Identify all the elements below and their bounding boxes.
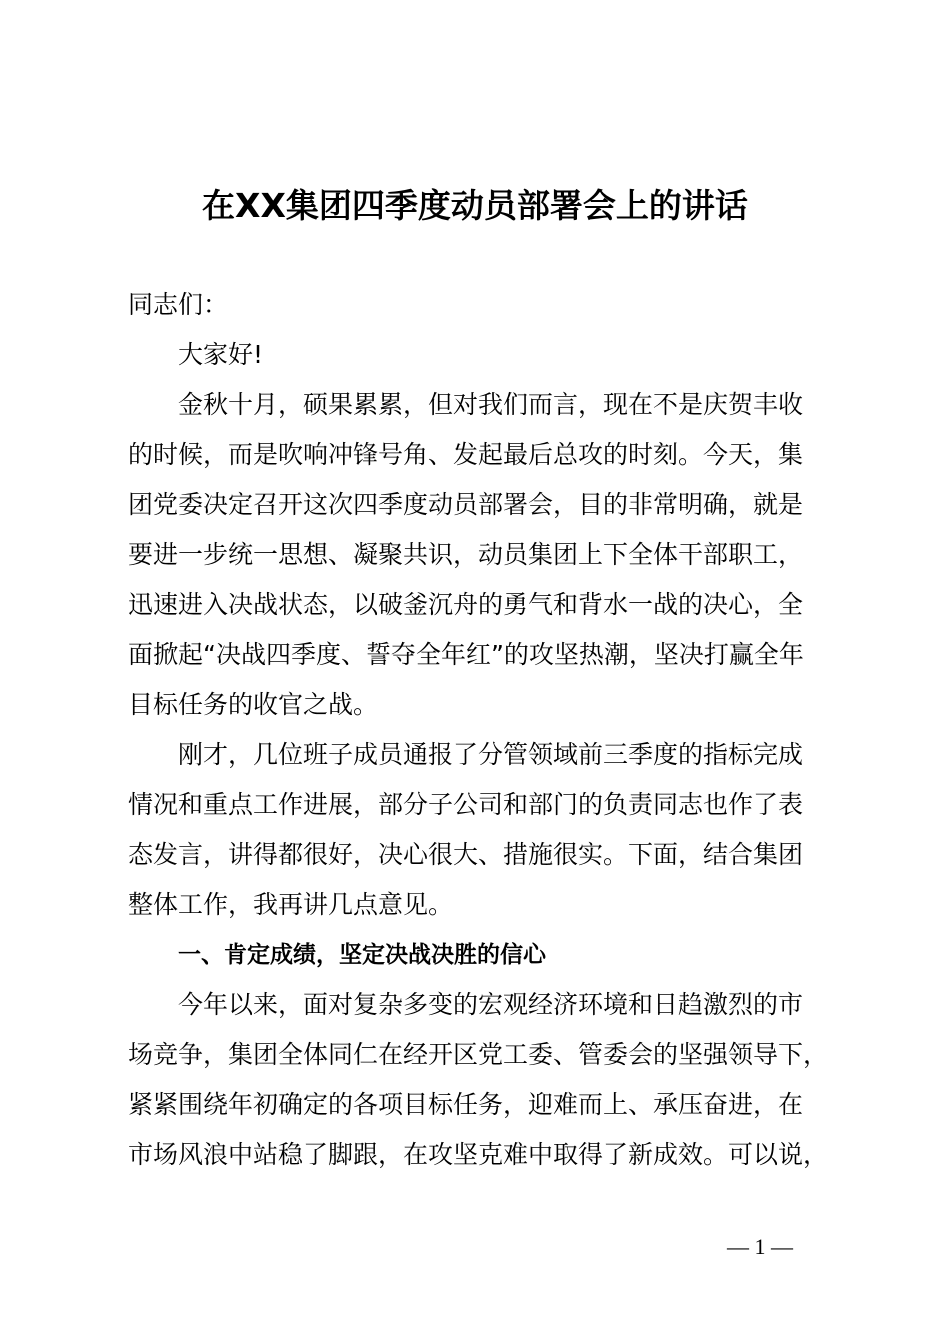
paragraph-line: 的时候，而是吹响冲锋号角、发起最后总攻的时刻。今天，集: [128, 440, 804, 469]
paragraph-line: 面掀起“决战四季度、誓夺全年红”的攻坚热潮，坚决打赢全年: [128, 640, 804, 669]
page-number: — 1 —: [727, 1234, 793, 1259]
paragraph-line: 今年以来，面对复杂多变的宏观经济环境和日趋激烈的市: [178, 990, 804, 1019]
paragraph-line: 紧紧围绕年初确定的各项目标任务，迎难而上、承压奋进，在: [128, 1090, 804, 1119]
paragraph-line: 场竞争，集团全体同仁在经开区党工委、管委会的坚强领导下，: [128, 1040, 829, 1069]
paragraph-line: 态发言，讲得都很好，决心很大、措施很实。下面，结合集团: [128, 840, 804, 869]
paragraph-line: 团党委决定召开这次四季度动员部署会，目的非常明确，就是: [128, 490, 804, 519]
document-title: 在XX集团四季度动员部署会上的讲话: [202, 186, 748, 225]
paragraph-line: 情况和重点工作进展，部分子公司和部门的负责同志也作了表: [128, 790, 804, 819]
greeting: 大家好!: [178, 340, 264, 369]
section-heading: 一、肯定成绩，坚定决战决胜的信心: [178, 942, 546, 968]
paragraph-line: 目标任务的收官之战。: [128, 690, 379, 719]
paragraph-line: 刚才，几位班子成员通报了分管领域前三季度的指标完成: [178, 740, 804, 769]
paragraph-line: 市场风浪中站稳了脚跟，在攻坚克难中取得了新成效。可以说，: [128, 1140, 829, 1169]
paragraph-line: 金秋十月，硕果累累，但对我们而言，现在不是庆贺丰收: [178, 390, 804, 419]
document-body: [128, 280, 832, 1180]
paragraph-line: 要进一步统一思想、凝聚共识，动员集团上下全体干部职工，: [128, 540, 804, 569]
paragraph-line: 整体工作，我再讲几点意见。: [128, 890, 454, 919]
salutation: 同志们：: [128, 290, 229, 319]
paragraph-line: 迅速进入决战状态，以破釜沉舟的勇气和背水一战的决心，全: [128, 590, 804, 619]
